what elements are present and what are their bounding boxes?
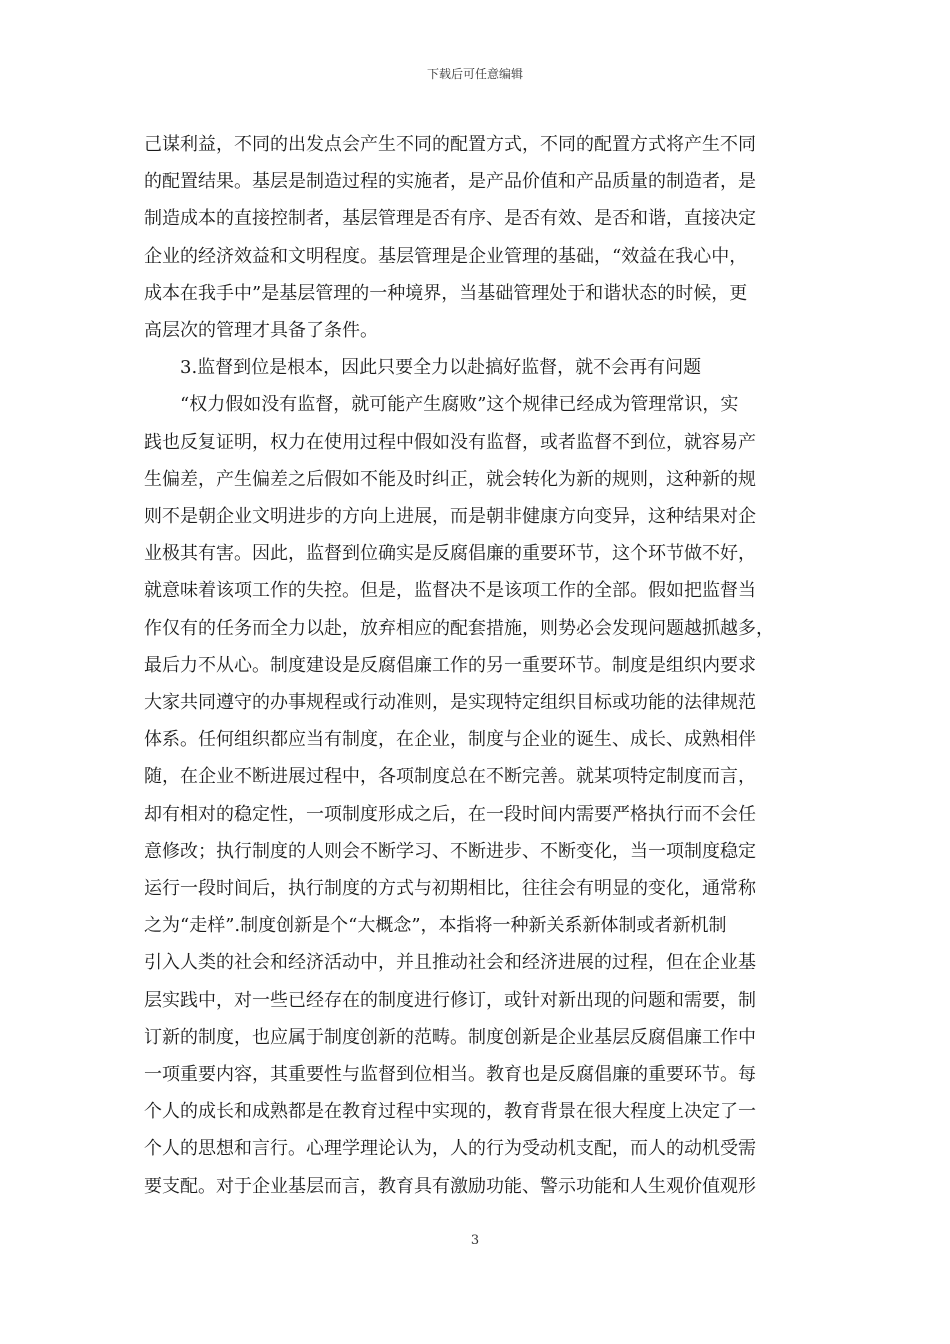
paragraph-resource-allocation: 己谋利益，不同的出发点会产生不同的配置方式，不同的配置方式将产生不同 的配置结果。基层是制造过程的实施者，是产品价值和产品质量的制造者，是 制造成本的直接控制者，基层管理是否有序、是否有效、是否和谐，直接决定 企业的经济效益和文明程度。基层管理是企业管理的基础，“效益在我心中， 成本在我手中”是基层管理的一种境界，当基础管理处于和谐状态的时候，更 高层次的管理才具备了条件。	[144, 134, 756, 342]
page-header: 下载后可任意编辑	[426, 67, 523, 81]
paragraph-supervision-system: “权力假如没有监督，就可能产生腐败”这个规律已经成为管理常识，实 践也反复证明，权力在使用过程中假如没有监督，或者监督不到位，就容易产 生偏差，产生偏差之后假如不能及时纠正，就会转化为新的规则，这种新的规 则不是朝企业文明进步的方向上进展，而是朝非健康方向变异，这种结果对企 业极其有害。因此，监督到位确实是反腐倡廉的重要环节，这个环节做不好， 就意味着该项工作的失控。但是，监督决不是该项工作的全部。假如把监督当 作仅有的任务而全力以赴，放弃相应的配套措施，则势必会发现问题越抓越多， 最后力不从心。制度建设是反腐倡廉工作的另一重要环节。制度是组织内要求 大家共同遵守的办事规程或行动准则，是实现特定组织目标或功能的法律规范 体系。任何组织都应当有制度，在企业，制度与企业的诞生、成长、成熟相伴 随，在企业不断进展过程中，各项制度总在不断完善。就某项特定制度而言， 却有相对的稳定性，一项制度形成之后，在一段时间内需要严格执行而不会任 意修改；执行制度的人则会不断学习、不断进步、不断变化，当一项制度稳定 运行一段时间后，执行制度的方式与初期相比，往往会有明显的变化，通常称 之为“走样”.制度创新是个“大概念”，本指将一种新关系新体制或者新机制 引入人类的社会和经济活动中，并且推动社会和经济进展的过程，但在企业基 层实践中，对一些已经存在的制度进行修订，或针对新出现的问题和需要，制 订新的制度，也应属于制度创新的范畴。制度创新是企业基层反腐倡廉工作中 一项重要内容，其重要性与监督到位相当。教育也是反腐倡廉的重要环节。每 个人的成长和成熟都是在教育过程中实现的，教育背景在很大程度上决定了一 个人的思想和言行。心理学理论认为，人的行为受动机支配，而人的动机受需 要支配。对于企业基层而言，教育具有激励功能、警示功能和人生观价值观形	[144, 394, 774, 1197]
page-number: 3	[470, 1233, 480, 1248]
section-heading-supervision: 3.监督到位是根本，因此只要全力以赴搞好监督，就不会再有问题	[180, 357, 702, 379]
document-body	[144, 126, 816, 1205]
